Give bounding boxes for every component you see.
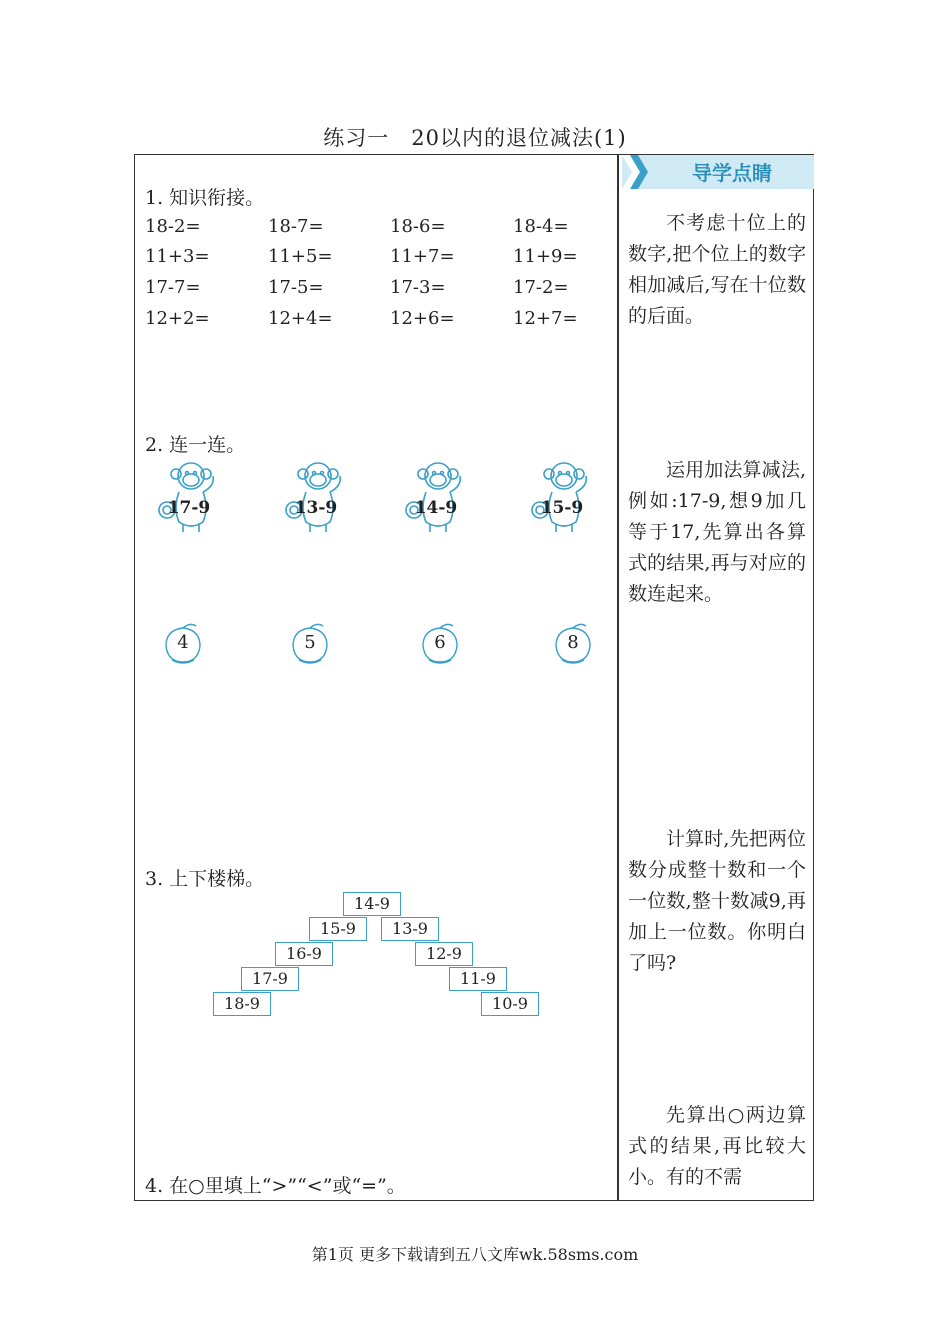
monkey-label: 15-9: [540, 498, 584, 518]
monkey-card[interactable]: [153, 458, 233, 540]
stair-box: 15-9: [309, 917, 367, 941]
peach-card[interactable]: [550, 620, 596, 666]
stair-box: 13-9: [381, 917, 439, 941]
equation: 11+7=: [390, 246, 455, 267]
stair-box: 16-9: [275, 942, 333, 966]
equation: 11+9=: [513, 246, 578, 267]
q2-heading: 2. 连一连。: [145, 434, 246, 456]
monkey-card[interactable]: [280, 458, 360, 540]
peach-card[interactable]: [287, 620, 333, 666]
q1-heading: 1. 知识衔接。: [145, 187, 265, 209]
page-title: 练习一 20以内的退位减法(1): [323, 126, 627, 150]
equation: 18-7=: [268, 216, 324, 237]
monkey-label: 14-9: [414, 498, 458, 518]
page-footer: 第1页 更多下载请到五八文库wk.58sms.com: [311, 1245, 639, 1264]
monkey-label: 17-9: [167, 498, 211, 518]
monkey-label: 13-9: [294, 498, 338, 518]
stair-box: 12-9: [415, 942, 473, 966]
stair-box: 10-9: [481, 992, 539, 1016]
tip-3: 计算时,先把两位数分成整十数和一个一位数,整十数减9,再加上一位数。你明白了吗?: [628, 828, 806, 974]
equation: 18-4=: [513, 216, 569, 237]
peach-number: 6: [434, 632, 446, 653]
q3-heading: 3. 上下楼梯。: [145, 868, 265, 890]
equation: 18-2=: [145, 216, 201, 237]
equation: 12+2=: [145, 308, 210, 329]
tip-4: 先算出○两边算式的结果,再比较大小。有的不需: [628, 1104, 806, 1188]
equation: 12+7=: [513, 308, 578, 329]
equation: 11+3=: [145, 246, 210, 267]
guide-banner: [622, 155, 814, 189]
monkey-card[interactable]: [526, 458, 606, 540]
equation: 17-5=: [268, 277, 324, 298]
peach-card[interactable]: [417, 620, 463, 666]
equation: 18-6=: [390, 216, 446, 237]
stair-box: 11-9: [449, 967, 507, 991]
peach-number: 8: [567, 632, 579, 653]
tip-2: 运用加法算减法,例如:17-9,想9加几等于17,先算出各算式的结果,再与对应的数连起来。: [628, 459, 806, 605]
equation: 17-2=: [513, 277, 569, 298]
equation: 12+4=: [268, 308, 333, 329]
equation: 17-3=: [390, 277, 446, 298]
stair-box: 17-9: [241, 967, 299, 991]
peach-number: 5: [304, 632, 316, 653]
equation: 12+6=: [390, 308, 455, 329]
column-divider: [617, 154, 619, 1201]
peach-card[interactable]: [160, 620, 206, 666]
tip-1: 不考虑十位上的数字,把个位上的数字相加减后,写在十位数的后面。: [628, 212, 806, 327]
stair-box: 18-9: [213, 992, 271, 1016]
equation: 11+5=: [268, 246, 333, 267]
peach-number: 4: [177, 632, 189, 653]
monkey-card[interactable]: [400, 458, 480, 540]
stair-box: 14-9: [343, 892, 401, 916]
equation: 17-7=: [145, 277, 201, 298]
banner-label: 导学点睛: [692, 161, 772, 185]
q4-heading: 4. 在○里填上“>”“<”或“=”。: [145, 1175, 406, 1197]
